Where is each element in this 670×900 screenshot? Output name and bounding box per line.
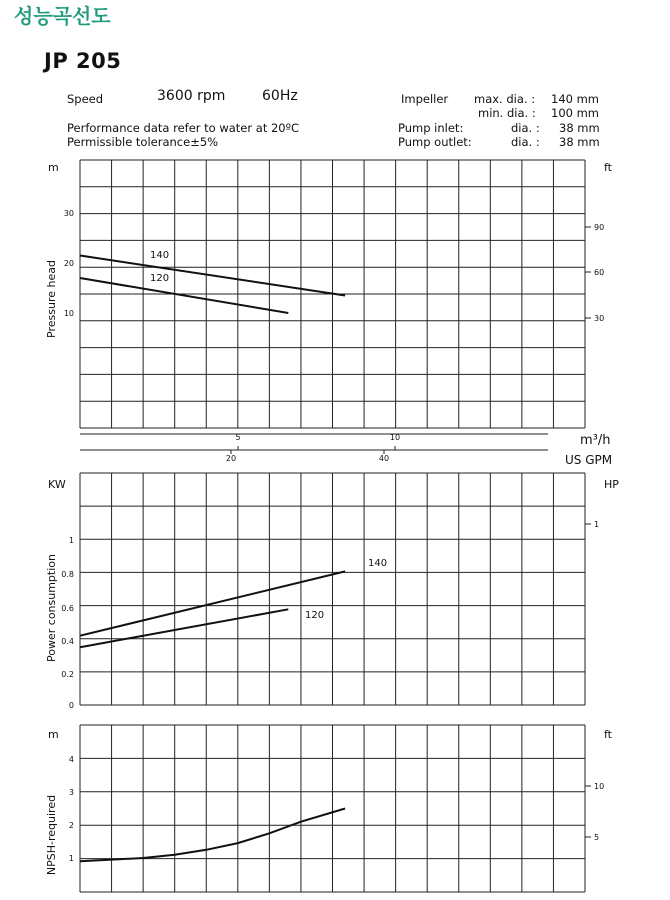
y-tick-left: 0.4 xyxy=(61,637,74,646)
y-axis-title: Pressure head xyxy=(45,260,58,338)
series-line-npsh xyxy=(80,809,345,862)
x-unit-gpm: US GPM xyxy=(565,453,613,467)
hz-value: 60Hz xyxy=(262,88,298,104)
y-tick-right: 30 xyxy=(594,314,605,323)
x-tick-m3h: 10 xyxy=(389,433,401,442)
performance-note: Performance data refer to water at 20ºC xyxy=(67,121,300,135)
pump-outlet-label: Pump outlet: xyxy=(398,135,472,149)
banner-title: 성능곡선도 xyxy=(14,4,111,28)
y-tick-right: 60 xyxy=(594,268,605,277)
series-label-120: 120 xyxy=(305,610,325,621)
x-unit-m3h: m³/h xyxy=(580,433,611,448)
y-axis-title: NPSH-required xyxy=(45,794,58,876)
series-label-140: 140 xyxy=(368,558,388,569)
inlet-dia-value: 38 mm xyxy=(559,121,600,135)
y-axis-title: Power consumption xyxy=(45,554,58,662)
y-tick-left: 20 xyxy=(63,259,74,268)
min-dia-value: 100 mm xyxy=(551,106,600,120)
impeller-label: Impeller xyxy=(401,92,449,106)
y-tick-left: 30 xyxy=(63,209,74,218)
y-unit-left: m xyxy=(48,161,59,174)
y-tick-right: 10 xyxy=(594,782,605,791)
y-tick-left: 1 xyxy=(68,854,74,863)
y-tick-left: 0.6 xyxy=(61,604,74,613)
y-unit-left: m xyxy=(48,728,59,741)
model-title: JP 205 xyxy=(44,49,122,73)
pump-inlet-label: Pump inlet: xyxy=(398,121,464,135)
series-line-140 xyxy=(80,256,345,296)
y-unit-left: KW xyxy=(48,478,66,491)
y-tick-left: 0.2 xyxy=(61,670,74,679)
y-tick-right: 5 xyxy=(594,833,600,842)
series-line-140 xyxy=(80,571,345,635)
y-tick-left: 0.8 xyxy=(61,570,74,579)
y-unit-right: ft xyxy=(604,728,612,741)
speed-label: Speed xyxy=(67,92,104,106)
max-dia-label: max. dia. : xyxy=(474,92,536,106)
x-tick-gpm: 40 xyxy=(378,454,390,463)
y-tick-left: 2 xyxy=(68,821,74,830)
y-tick-left: 0 xyxy=(68,701,74,710)
y-tick-left: 1 xyxy=(68,536,74,545)
y-unit-right: ft xyxy=(604,161,612,174)
series-label-120: 120 xyxy=(150,273,170,284)
y-tick-left: 10 xyxy=(63,309,74,318)
series-label-140: 140 xyxy=(150,250,170,261)
y-tick-left: 3 xyxy=(68,788,74,797)
y-tick-right: 1 xyxy=(594,520,600,529)
y-unit-right: HP xyxy=(604,478,619,491)
max-dia-value: 140 mm xyxy=(551,92,600,106)
y-tick-right: 90 xyxy=(594,223,605,232)
x-tick-m3h: 5 xyxy=(235,433,241,442)
y-tick-left: 4 xyxy=(68,755,74,764)
outlet-dia-label: dia. : xyxy=(511,135,540,149)
tolerance-note: Permissible tolerance±5% xyxy=(67,135,219,149)
rpm-value: 3600 rpm xyxy=(157,88,226,104)
min-dia-label: min. dia. : xyxy=(478,106,536,120)
outlet-dia-value: 38 mm xyxy=(559,135,600,149)
inlet-dia-label: dia. : xyxy=(511,121,540,135)
x-tick-gpm: 20 xyxy=(225,454,237,463)
